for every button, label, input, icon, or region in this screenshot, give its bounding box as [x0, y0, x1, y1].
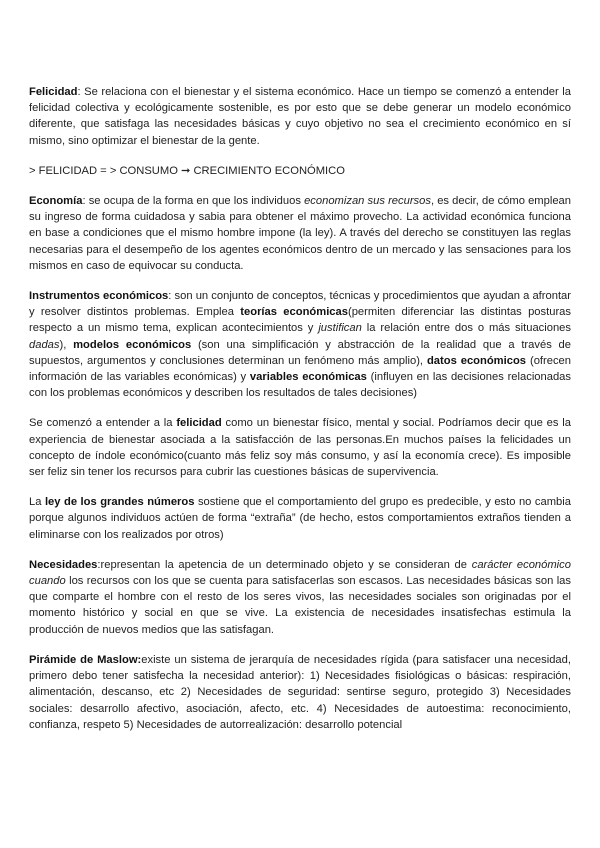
term-instrumentos: Instrumentos económicos: [29, 290, 169, 303]
text-necesidades-2: los recursos con los que se cuenta para satisfacerlas son escasos. Las necesidades básicas son las que comparte el hombre con el resto de los seres vivos, las necesidades sociales son originadas por el momento histórico y social en que se vive. La existencia de necesidades insatisfechas estimula la producción de nuevos medios que las satisfagan.: [29, 575, 571, 636]
formula-line: > FELICIDAD = > CONSUMO ➞ CRECIMIENTO ECONÓMICO: [29, 164, 345, 177]
text-economia-2: , es decir, de cómo emplean su ingreso de forma cuidadosa y sabia para obtener el máximo provecho. La actividad económica funciona en base a condiciones que el mismo hombre impone (la ley). A través del derecho se constituyen las reglas necesarias para el desempeño de los agentes económicos dentro de un mercado y las sensaciones para los mismos en caso de equivocar su conducta.: [29, 195, 571, 272]
text-instrumentos-1: : son un conjunto de conceptos, técnicas y procedimientos que ayudan a afrontar y resolver distintos problemas. Emplea: [29, 290, 571, 319]
text-ley-1: La: [29, 496, 45, 509]
text-instrumentos-3: la relación entre dos o más situaciones: [361, 322, 572, 335]
text-comenzo-2: como un bienestar físico, mental y social. Podríamos decir que es la experiencia de bienestar asociada a la satisfacción de las personas.En muchos países la felicidades un concepto de índole económico(cuanto más feliz soy más consumo, y así la economía crece). Es imposible ser feliz sin tener los recursos para cubrir las cuestiones básicas de supervivencia.: [29, 417, 571, 479]
term-felicidad-inline: felicidad: [176, 417, 222, 430]
paragraph-ley: [29, 494, 571, 543]
text-comenzo-1: Se comenzó a entender a la: [29, 417, 177, 430]
paragraph-comenzo: [29, 415, 571, 480]
term-datos: datos económicos: [426, 354, 527, 367]
text-instrumentos-5: (son una simplificación y abstracción de la realidad que a través de supuestos, argumentos y conclusiones determinan un fenómeno más amplio),: [29, 338, 572, 367]
text-instrumentos-4: ),: [59, 338, 74, 351]
text-economia-1: : se ocupa de la forma en que los individuos: [82, 195, 305, 208]
text-ley-2: sostiene que el comportamiento del grupo es predecible, y esto no cambia porque algunos individuos actúen de forma “extraña” (de hecho, estos comportamientos extraños tienden a eliminarse con los realizados por otros): [29, 496, 571, 541]
term-felicidad: Felicidad: [29, 86, 78, 98]
term-necesidades: Necesidades: [29, 558, 98, 571]
paragraph-necesidades: [29, 557, 571, 638]
italic-dadas: dadas: [29, 338, 60, 351]
text-instrumentos-6: (ofrecen información de las variables económicas) y: [29, 354, 572, 384]
italic-caracter: carácter económico cuando: [29, 558, 571, 588]
paragraph-felicidad: [29, 84, 571, 149]
term-ley: ley de los grandes números: [44, 496, 195, 509]
paragraph-maslow: [29, 652, 571, 733]
term-teorias: teorías económicas: [240, 306, 348, 319]
text-necesidades-1: :representan la apetencia de un determinado objeto y se consideran de: [97, 558, 472, 571]
italic-economizan: economizan sus recursos: [304, 195, 431, 208]
term-variables: variables económicas: [249, 371, 367, 384]
paragraph-instrumentos: [29, 288, 571, 401]
text-instrumentos-2: (permiten diferenciar las distintas posturas respecto a un mismo tema, explican acontecimientos y: [29, 306, 571, 335]
italic-justifican: justifican: [318, 322, 362, 335]
text-felicidad: : Se relaciona con el bienestar y el sistema económico. Hace un tiempo se comenzó a entender la felicidad colectiva y ecológicamente sostenible, es por esto que se debe generar un modelo económico diferente, que satisfaga las necesidades básicas y cuyo objetivo no sea el crecimiento económico en sí mismo, sino optimizar el bienestar de la gente.: [29, 86, 571, 147]
term-modelos: modelos económicos: [73, 338, 192, 351]
text-instrumentos-7: (influyen en las decisiones relacionadas con los problemas económicos y describen los resultados de tales decisiones): [29, 371, 572, 400]
text-maslow: existe un sistema de jerarquía de necesidades rígida (para satisfacer una necesidad, primero debo tener satisfecha la necesidad anterior): 1) Necesidades fisiológicas o básicas: respiración, alimentación, descanso, etc 2) Necesidades de seguridad: sentirse seguro, protegido 3) Necesidades sociales: desarrollo afectivo, asociación, afecto, etc. 4) Necesidades de autoestima: reconocimiento, confianza, respeto 5) Necesidades de autorrealización: desarrollo potencial: [29, 653, 571, 731]
term-maslow: Pirámide de Maslow:: [29, 653, 142, 666]
paragraph-economia: [29, 193, 571, 274]
term-economia: Economía: [29, 195, 83, 208]
